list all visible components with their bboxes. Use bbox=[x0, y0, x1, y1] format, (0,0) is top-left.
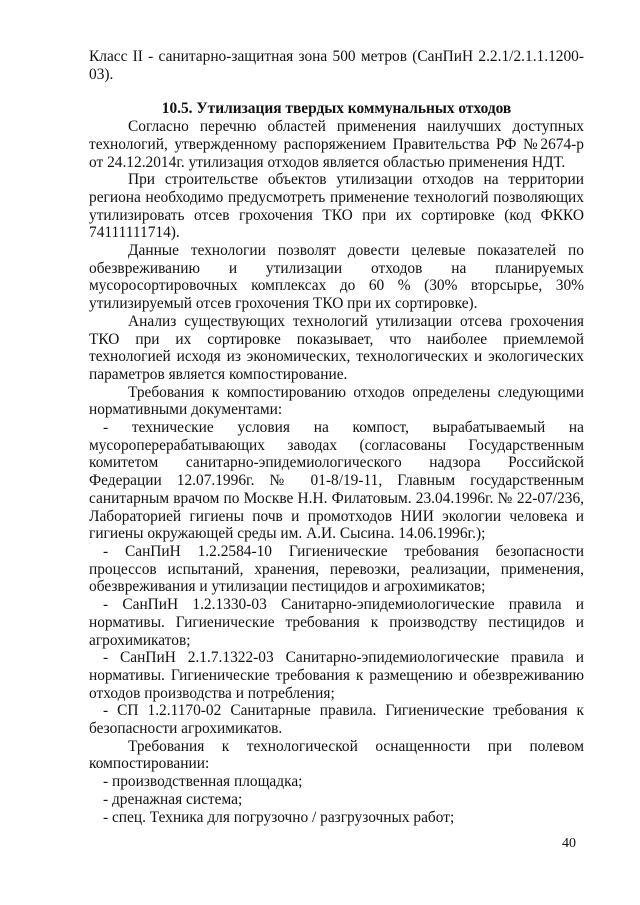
paragraph-ndt: Согласно перечню областей применения наилучших доступных технологий, утвержденному распоряжением Правительства РФ №2674-р от 24.12.2014г. утилизация отходов является областью применения НДТ. bbox=[89, 118, 584, 171]
equipment-list bbox=[89, 773, 584, 826]
list-item: - СанПиН 1.2.2584-10 Гигиенические требования безопасности процессов испытаний, хранения, перевозки, реализации, применения, обезвреживания и утилизации пестицидов и агрохимикатов; bbox=[89, 542, 584, 596]
paragraph-analysis: Анализ существующих технологий утилизации отсева грохочения ТКО при их сортировке показывает, что наиболее приемлемой технологией исходя из экономических, технологических и экологических параметров является компостирование. bbox=[89, 312, 584, 383]
paragraph-requirements: Требования к компостированию отходов определены следующими нормативными документами: bbox=[89, 383, 584, 419]
paragraph-equipment: Требования к технологической оснащенности при полевом компостировании: bbox=[89, 737, 584, 773]
document-page bbox=[89, 48, 584, 826]
list-item: - СП 1.2.1170-02 Санитарные правила. Гигиенические требования к безопасности агрохимикатов. bbox=[89, 702, 584, 738]
page-number: 40 bbox=[562, 836, 576, 851]
list-item: - производственная площадка; bbox=[103, 773, 303, 791]
intro-paragraph: Класс II - санитарно-защитная зона 500 метров (СанПиН 2.2.1/2.1.1.1200-03). bbox=[89, 48, 584, 83]
normative-documents-list bbox=[89, 419, 584, 738]
list-item: - СанПиН 2.1.7.1322-03 Санитарно-эпидемиологические правила и нормативы. Гигиенические требования к размещению и обезвреживанию отходов производства и потребления; bbox=[89, 649, 584, 702]
list-item: - СанПиН 1.2.1330-03 Санитарно-эпидемиологические правила и нормативы. Гигиенические требования к производству пестицидов и агрохимикатов; bbox=[89, 596, 584, 649]
paragraph-targets: Данные технологии позволят довести целевые показателей по обезвреживанию и утилизации отходов на планируемых мусоросортировочных комплексах до 60 % (30% вторсырье, 30% утилизируемый отсев грохочения ТКО при их сортировке). bbox=[89, 242, 584, 313]
paragraph-construction: При строительстве объектов утилизации отходов на территории региона необходимо предусмотреть применение технологий позволяющих утилизировать отсев грохочения ТКО при их сортировке (код ФККО 74111111714). bbox=[89, 171, 584, 242]
list-item: - технические условия на компост, вырабатываемый на мусороперерабатывающих заводах (согласованы Государственным комитетом санитарно-эпидемиологического надзора Российской Федерации 12.07.1996г. № 01-8/19-11, Главным государственным санитарным врачом по Москве Н.Н. Филатовым. 23.04.1996г. № 22-07/236, Лабораторией гигиены почв и промотходов НИИ экологии человека и гигиены окружающей среды им. А.И. Сысина. 14.06.1996г.); bbox=[89, 419, 584, 543]
list-item: - дренажная система; bbox=[103, 790, 243, 808]
section-heading: 10.5. Утилизация твердых коммунальных отходов bbox=[161, 100, 512, 118]
list-item: - спец. Техника для погрузочно / разгрузочных работ; bbox=[103, 808, 455, 826]
